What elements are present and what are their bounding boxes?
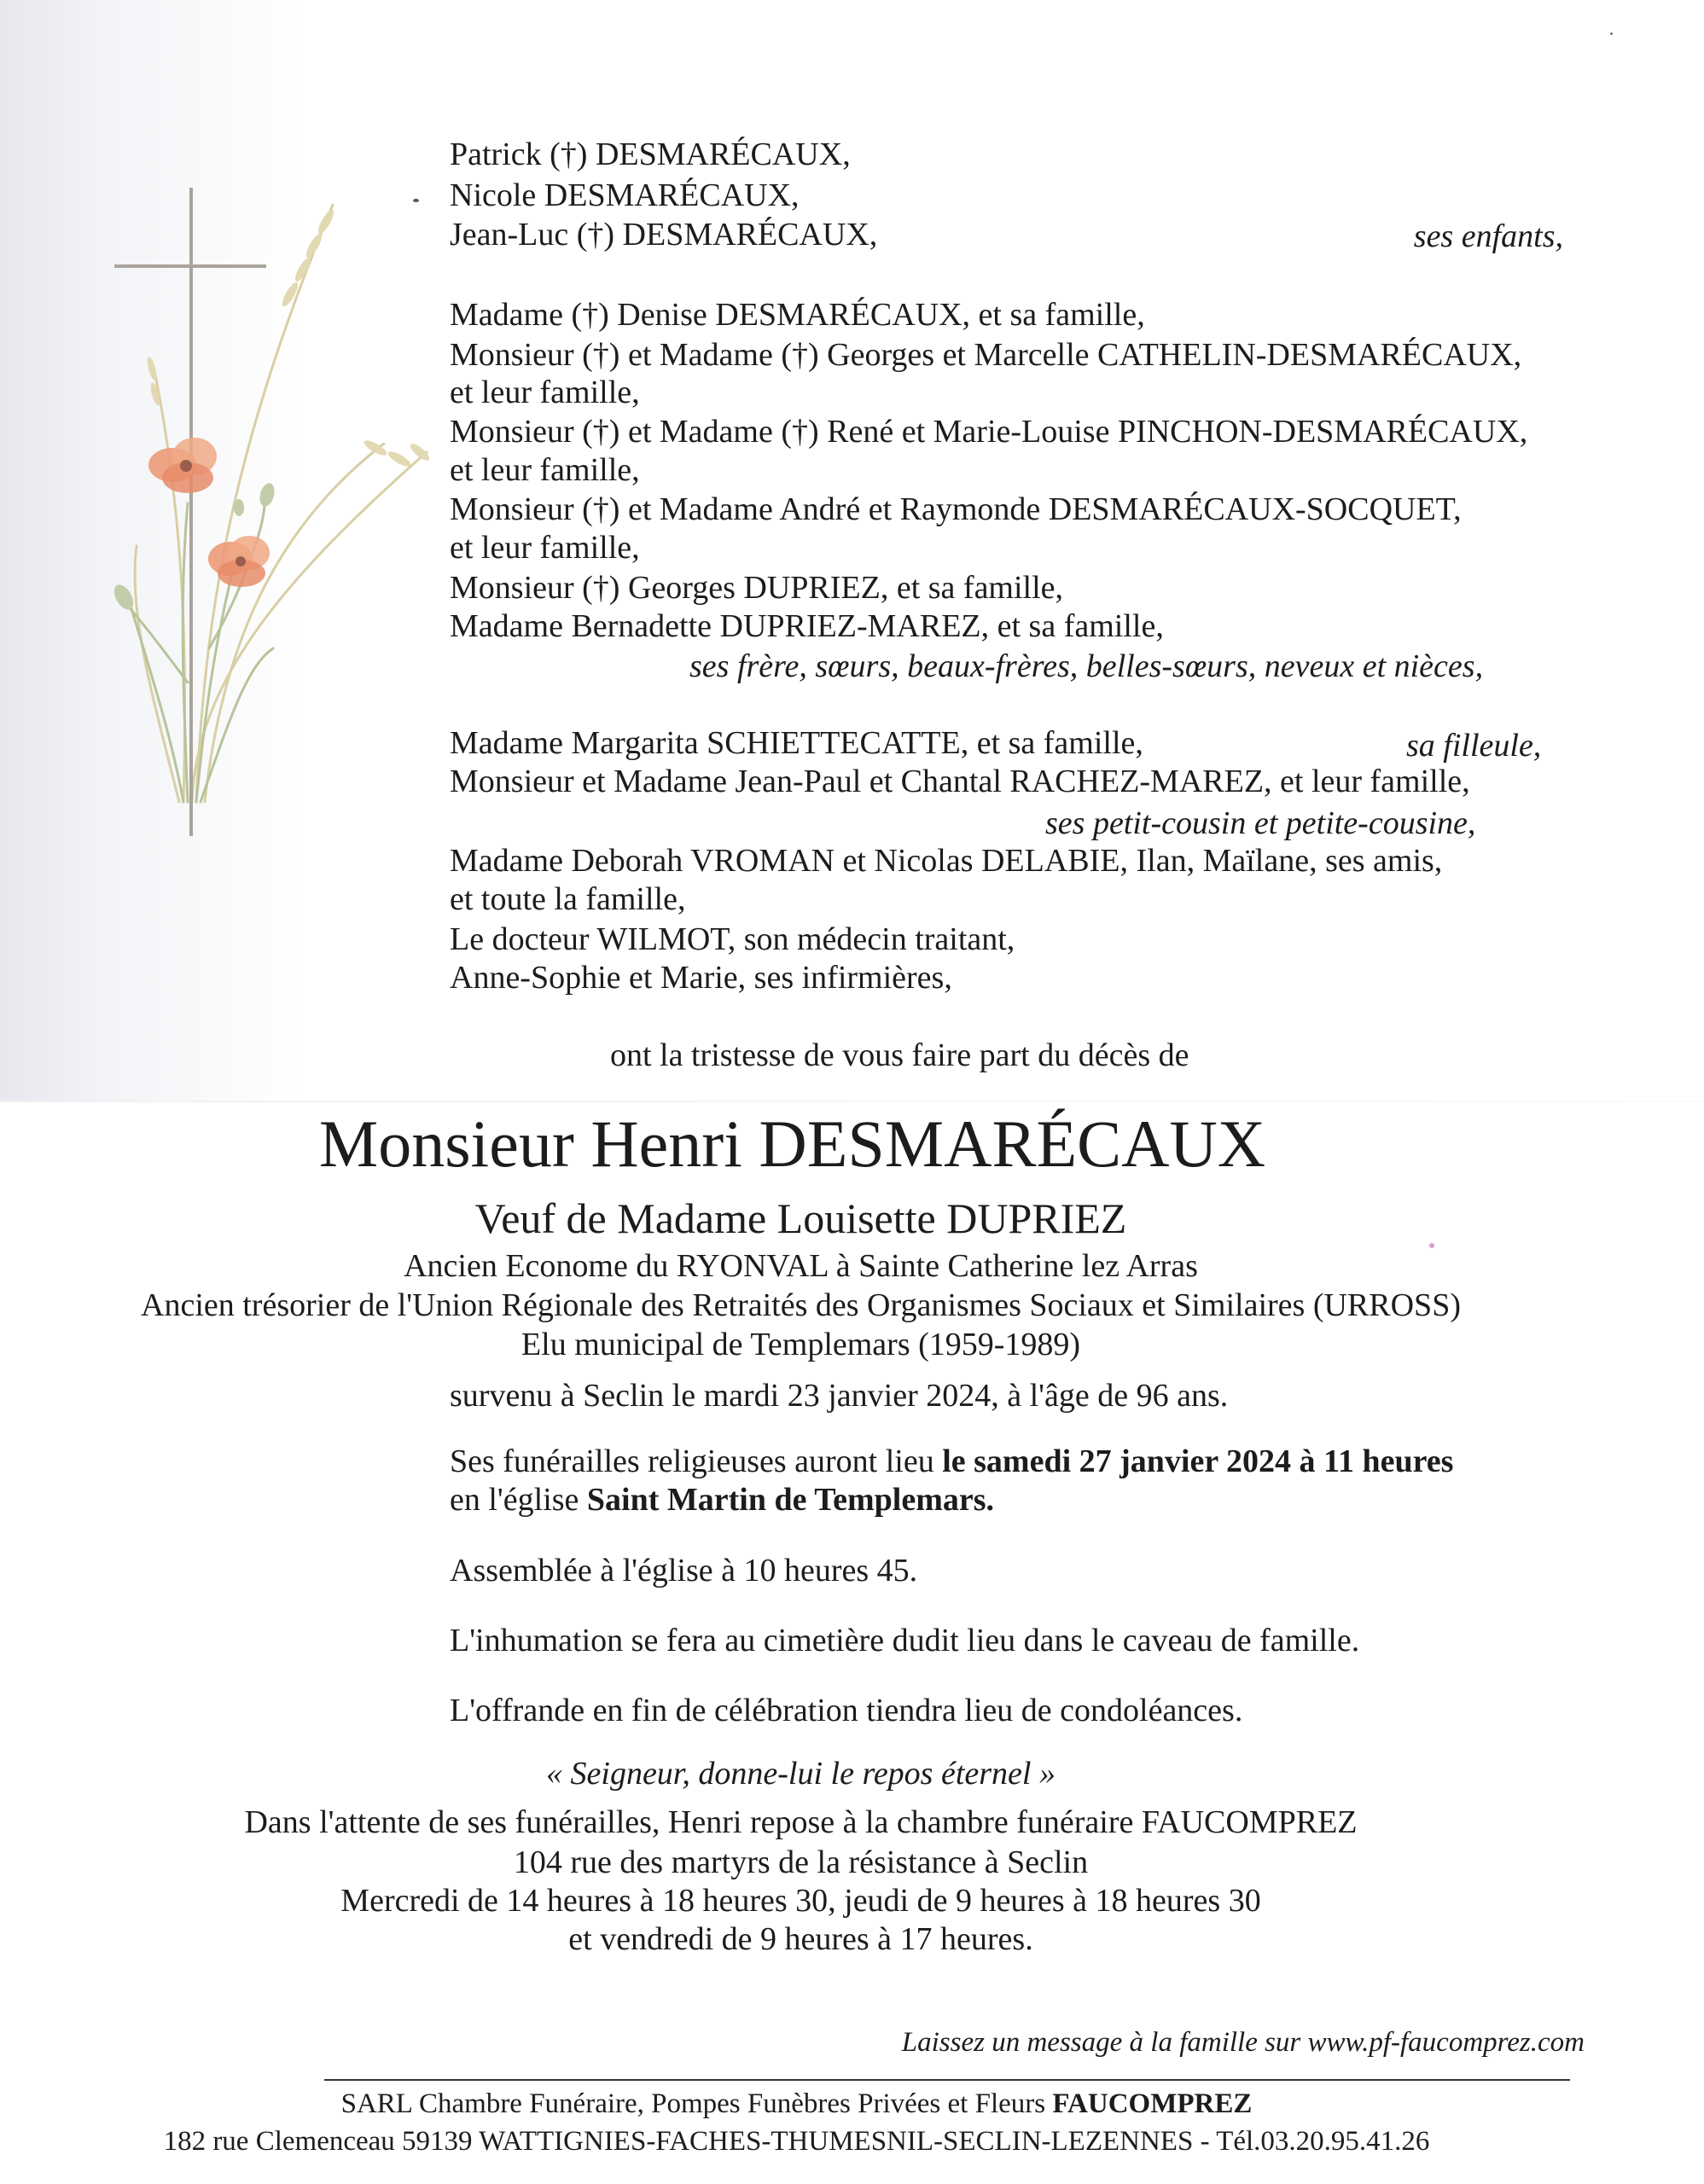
scan-speck (1610, 32, 1613, 35)
title-line: Ancien Econome du RYONVAL à Sainte Catherine lez Arras (404, 1248, 1198, 1284)
widower-line: Veuf de Madame Louisette DUPRIEZ (474, 1194, 1127, 1242)
family-line: Madame (†) Denise DESMARÉCAUX, et sa famille, (450, 297, 1145, 333)
child-line: Jean-Luc (†) DESMARÉCAUX, (450, 217, 878, 253)
burial-line: L'inhumation se fera au cimetière dudit lieu dans le caveau de famille. (450, 1623, 1360, 1658)
goddaughter-line: Madame Margarita SCHIETTECATTE, et sa famille, (450, 725, 1143, 761)
footer-divider (324, 2079, 1570, 2081)
footer-address: 182 rue Clemenceau 59139 WATTIGNIES-FACHES-THUMESNIL-SECLIN-LEZENNES - Tél.03.20.95.41.26 (163, 2126, 1430, 2157)
repose-line: Mercredi de 14 heures à 18 heures 30, jeudi de 9 heures à 18 heures 30 (340, 1883, 1261, 1919)
family-line: Monsieur (†) Georges DUPRIEZ, et sa famille, (450, 570, 1064, 606)
announcement: ont la tristesse de vous faire part du décès de (610, 1037, 1189, 1073)
assembly-line: Assemblée à l'église à 10 heures 45. (450, 1553, 918, 1589)
repose-line: et vendredi de 9 heures à 17 heures. (568, 1921, 1033, 1957)
family-line: Madame Bernadette DUPRIEZ-MAREZ, et sa famille, (450, 608, 1164, 644)
family-line: et leur famille, (450, 375, 640, 410)
footer-company (0, 2087, 1649, 2121)
child-line: Nicole DESMARÉCAUX, (450, 177, 800, 213)
goddaughter-relation: sa filleule, (1406, 728, 1542, 764)
repose-line: Dans l'attente de ses funérailles, Henri repose à la chambre funéraire FAUCOMPREZ (244, 1804, 1358, 1840)
scan-speck (1429, 1243, 1434, 1248)
family-line: et leur famille, (450, 530, 640, 566)
page-fold-line (0, 1101, 1704, 1102)
cousins-relation: ses petit-cousin et petite-cousine, (1045, 805, 1476, 841)
prayer: « Seigneur, donne-lui le repos éternel » (546, 1756, 1056, 1792)
funeral-pre: Ses funérailles religieuses auront lieu (450, 1443, 943, 1479)
scan-speck (413, 199, 419, 202)
family-relation: ses frère, sœurs, beaux-frères, belles-sœurs, neveux et nièces, (689, 648, 1484, 684)
funeral-when: le samedi 27 janvier 2024 à 11 heures (942, 1443, 1454, 1479)
children-relation: ses enfants, (1413, 218, 1563, 254)
family-line: Monsieur (†) et Madame André et Raymonde DESMARÉCAUX-SOCQUET, (450, 491, 1462, 527)
repose-line: 104 rue des martyrs de la résistance à Seclin (513, 1844, 1089, 1880)
others-line: Anne-Sophie et Marie, ses infirmières, (450, 960, 952, 996)
death-details: survenu à Seclin le mardi 23 janvier 2024, à l'âge de 96 ans. (450, 1378, 1229, 1414)
funeral-line (450, 1442, 1453, 1481)
title-line: Ancien trésorier de l'Union Régionale des Retraités des Organismes Sociaux et Similaires (URROSS) (141, 1287, 1461, 1323)
deceased-name: Monsieur Henri DESMARÉCAUX (318, 1107, 1266, 1181)
website-note: Laissez un message à la famille sur www.pf-faucomprez.com (901, 2027, 1585, 2058)
church-pre: en l'église (450, 1482, 587, 1518)
offering-line: L'offrande en fin de célébration tiendra lieu de condoléances. (450, 1693, 1243, 1728)
cousins-line: Monsieur et Madame Jean-Paul et Chantal RACHEZ-MAREZ, et leur famille, (450, 764, 1470, 799)
child-line: Patrick (†) DESMARÉCAUX, (450, 136, 851, 172)
family-line: et leur famille, (450, 452, 640, 488)
others-line: et toute la famille, (450, 881, 686, 917)
family-line: Monsieur (†) et Madame (†) Georges et Marcelle CATHELIN-DESMARÉCAUX, (450, 337, 1522, 373)
others-line: Le docteur WILMOT, son médecin traitant, (450, 921, 1015, 957)
family-line: Monsieur (†) et Madame (†) René et Marie-Louise PINCHON-DESMARÉCAUX, (450, 414, 1528, 450)
others-line: Madame Deborah VROMAN et Nicolas DELABIE, Ilan, Maïlane, ses amis, (450, 843, 1443, 879)
church-line (450, 1480, 994, 1519)
footer-company-name: FAUCOMPREZ (1052, 2088, 1253, 2119)
cross-and-poppies-illustration (102, 171, 461, 853)
church-name: Saint Martin de Templemars. (586, 1482, 995, 1518)
footer-company-pre: SARL Chambre Funéraire, Pompes Funèbres Privées et Fleurs (340, 2088, 1053, 2119)
title-line: Elu municipal de Templemars (1959-1989) (521, 1327, 1081, 1362)
